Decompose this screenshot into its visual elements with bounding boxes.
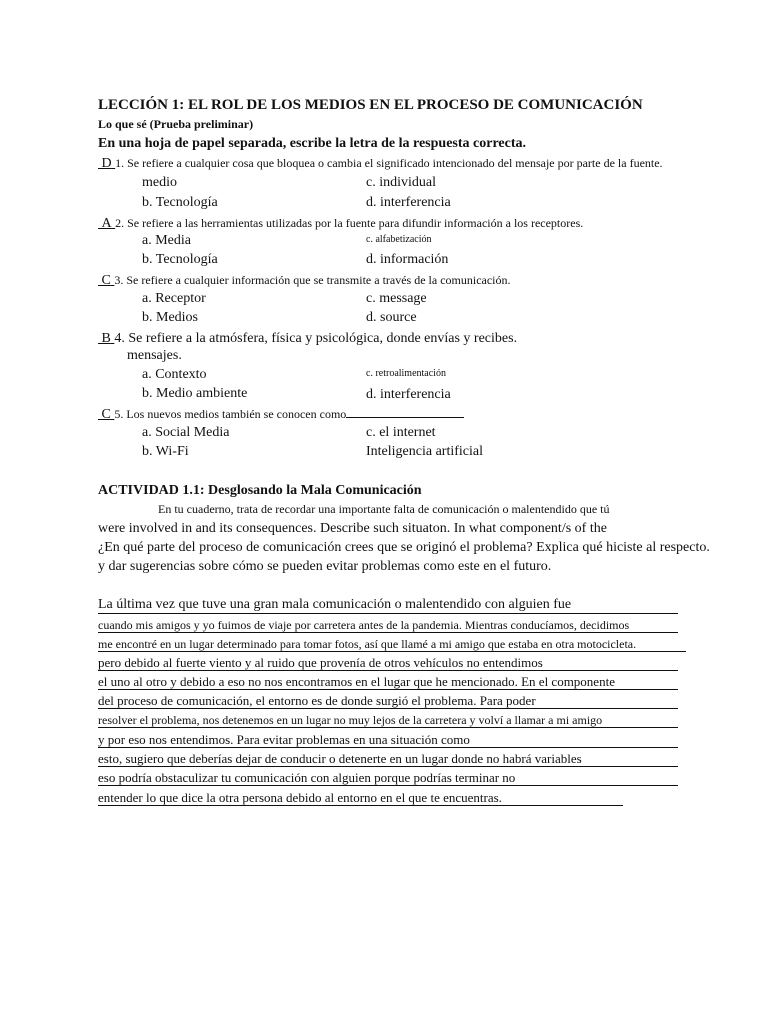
activity-title: ACTIVIDAD 1.1: Desglosando la Mala Comunicación — [98, 483, 422, 498]
q3-option-d: d. source — [366, 310, 417, 325]
essay-line-3: me encontré en un lugar determinado para tomar fotos, así que llamé a mi amigo que estaba en otra motocicleta. — [98, 638, 686, 652]
lesson-subtitle: Lo que sé (Prueba preliminar) — [98, 117, 254, 131]
q4-option-c: c. retroalimentación — [366, 368, 446, 379]
activity-line-1: En tu cuaderno, trata de recordar una importante falta de comunicación o malentendido que tú — [158, 502, 610, 516]
essay-line-7: resolver el problema, nos detenemos en un lugar no muy lejos de la carretera y volví a llamar a mi amigo — [98, 714, 678, 728]
activity-line-3: ¿En qué parte del proceso de comunicación crees que se originó el problema? Explica qué hiciste al respecto. — [98, 540, 710, 555]
answer-3: C — [101, 273, 111, 288]
essay-line-6: del proceso de comunicación, el entorno es de donde surgió el problema. Para poder — [98, 694, 678, 709]
essay-line-10: eso podría obstaculizar tu comunicación con alguien porque podrías terminar no — [98, 771, 678, 786]
question-2 — [98, 215, 583, 231]
question-1 — [98, 155, 663, 171]
answer-4: B — [101, 331, 111, 346]
q1-option-d: d. interferencia — [366, 195, 451, 210]
instruction: En una hoja de papel separada, escribe la letra de la respuesta correcta. — [98, 136, 527, 151]
essay-line-4: pero debido al fuerte viento y al ruido que provenía de otros vehículos no entendimos — [98, 656, 678, 671]
answer-1: D — [101, 156, 112, 171]
essay-line-11: entender lo que dice la otra persona debido al entorno en el que te encuentras. — [98, 791, 623, 806]
q2-option-a: a. Media — [142, 233, 191, 248]
q5-option-d: Inteligencia artificial — [366, 444, 483, 459]
essay-line-1: La última vez que tuve una gran mala comunicación o malentendido con alguien fue — [98, 598, 678, 614]
q4-option-d: d. interferencia — [366, 387, 451, 402]
q4-option-b: b. Medio ambiente — [142, 386, 248, 401]
q2-option-b: b. Tecnología — [142, 252, 218, 267]
question-2-text: 2. Se refiere a las herramientas utilizadas por la fuente para difundir información a los receptores. — [115, 216, 584, 230]
question-5 — [98, 406, 464, 422]
q3-option-c: c. message — [366, 291, 427, 306]
question-5-text: 5. Los nuevos medios también se conocen como — [114, 407, 347, 421]
q3-option-a: a. Receptor — [142, 291, 206, 306]
activity-line-4: y dar sugerencias sobre cómo se pueden evitar problemas como este en el futuro. — [98, 559, 552, 574]
q1-option-c: c. individual — [366, 175, 436, 190]
lesson-title: LECCIÓN 1: EL ROL DE LOS MEDIOS EN EL PROCESO DE COMUNICACIÓN — [98, 97, 643, 113]
question-4 — [98, 330, 517, 346]
essay-line-8: y por eso nos entendimos. Para evitar problemas en una situación como — [98, 733, 678, 748]
q2-option-c: c. alfabetización — [366, 234, 432, 245]
q5-option-a: a. Social Media — [142, 425, 230, 440]
q3-option-b: b. Medios — [142, 310, 198, 325]
question-1-text: 1. Se refiere a cualquier cosa que bloquea o cambia el significado intencionado del mensaje por parte de la fuente. — [115, 156, 663, 170]
q4-option-a: a. Contexto — [142, 367, 207, 382]
q5-answer-blank — [346, 406, 464, 418]
q2-option-d: d. información — [366, 252, 449, 267]
essay-line-9: esto, sugiero que deberías dejar de conducir o detenerte en un lugar donde no habrá variables — [98, 752, 678, 767]
question-4-text-continued: mensajes. — [127, 348, 182, 363]
q5-option-b: b. Wi-Fi — [142, 444, 189, 459]
question-3-text: 3. Se refiere a cualquier información que se transmite a través de la comunicación. — [114, 273, 511, 287]
q5-option-c: c. el internet — [366, 425, 436, 440]
activity-line-2: were involved in and its consequences. Describe such situaton. In what component/s of the — [98, 521, 607, 536]
answer-5: C — [101, 407, 111, 422]
question-4-text: 4. Se refiere a la atmósfera, física y psicológica, donde envías y recibes. — [114, 331, 518, 346]
answer-2: A — [101, 216, 112, 231]
q1-option-b: b. Tecnología — [142, 195, 218, 210]
q1-option-a: medio — [142, 175, 177, 190]
essay-line-2: cuando mis amigos y yo fuimos de viaje por carretera antes de la pandemia. Mientras conducíamos, decidimos — [98, 619, 678, 633]
question-3 — [98, 272, 511, 288]
essay-line-5: el uno al otro y debido a eso no nos encontramos en el lugar que he mencionado. En el componente — [98, 675, 678, 690]
